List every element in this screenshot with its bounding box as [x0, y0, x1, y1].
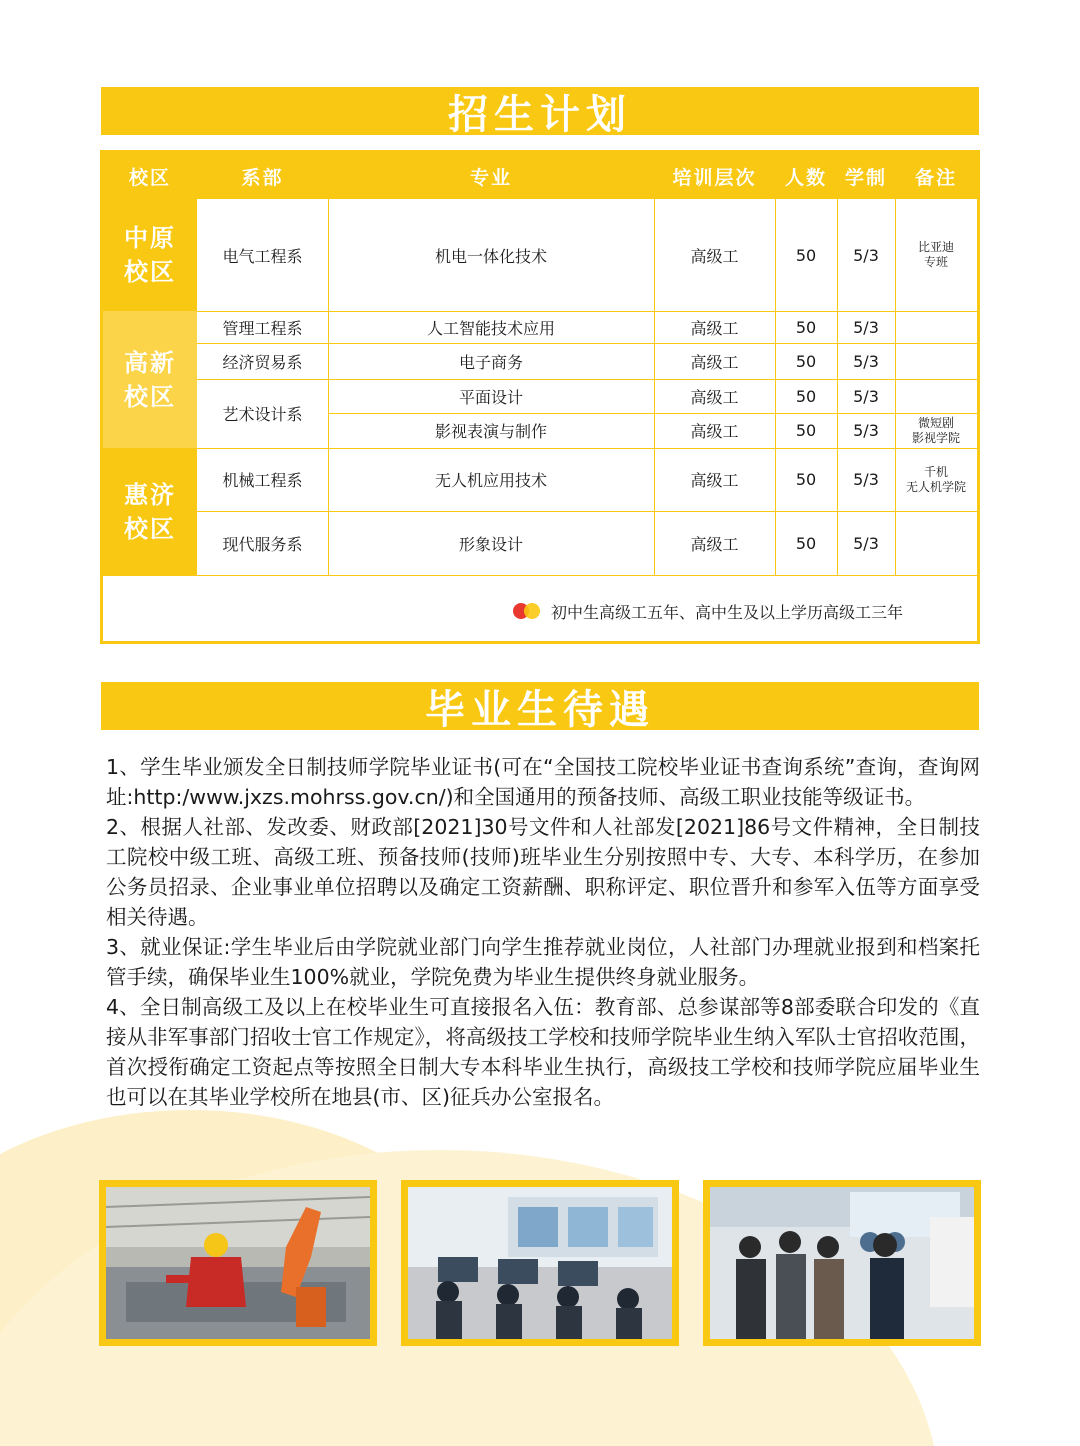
major-cell: 形象设计 [458, 534, 523, 554]
major-cell: 平面设计 [458, 387, 523, 407]
department-cell: 管理工程系 [222, 318, 303, 338]
years-cell: 5/3 [853, 421, 879, 440]
table-footnote: 初中生高级工五年、高中生及以上学历高级工三年 [513, 599, 903, 623]
campus-huiji: 惠济校区 [103, 448, 197, 575]
graduate-benefits-banner [101, 682, 979, 733]
major-cell: 影视表演与制作 [434, 422, 547, 441]
major-cell: 电子商务 [458, 352, 523, 372]
header-note: 备注 [914, 166, 957, 189]
level-cell: 高级工 [690, 246, 739, 266]
major-cell: 无人机应用技术 [434, 471, 547, 490]
level-cell: 高级工 [690, 352, 739, 372]
years-cell: 5/3 [853, 470, 879, 489]
grid-line [775, 199, 776, 575]
header-years: 学制 [844, 166, 887, 189]
header-department: 系部 [241, 166, 284, 189]
grid-line [197, 311, 977, 312]
campus-gaoxin: 高新校区 [103, 311, 197, 448]
grid-line [197, 379, 977, 380]
enrollment-table [100, 150, 980, 644]
photo-strip [99, 1180, 981, 1346]
photo-robot-workshop [99, 1180, 377, 1346]
grid-line [197, 511, 977, 512]
years-cell: 5/3 [853, 245, 879, 265]
level-cell: 高级工 [690, 534, 739, 554]
header-level: 培训层次 [672, 166, 757, 189]
department-cell: 艺术设计系 [222, 405, 303, 424]
department-cell: 机械工程系 [222, 471, 303, 490]
major-cell: 机电一体化技术 [434, 246, 547, 266]
grid-line [328, 199, 329, 575]
note-cell: 千机 无人机学院 [905, 464, 966, 494]
benefit-item: 3、就业保证:学生毕业后由学院就业部门向学生推荐就业岗位，人社部门办理就业报到和档案托管手续，确保毕业生100%就业，学院免费为毕业生提供终身就业服务。 [106, 935, 980, 989]
photo-lab-demonstration [703, 1180, 981, 1346]
enrollment-plan-banner [101, 87, 979, 138]
header-count: 人数 [784, 166, 827, 189]
level-cell: 高级工 [690, 318, 739, 338]
grid-line [197, 343, 977, 344]
benefit-item: 1、学生毕业颁发全日制技师学院毕业证书(可在“全国技工院校毕业证书查询系统”查询，查询网址:http:/www.jxzs.mohrss.gov.cn/)和全国通用的预备技师、高级工职业技能等级证书。 [106, 755, 980, 809]
years-cell: 5/3 [853, 386, 879, 406]
count-cell: 50 [795, 351, 817, 371]
major-cell: 人工智能技术应用 [426, 318, 555, 338]
table-header [103, 153, 977, 199]
grid-line [654, 199, 655, 575]
note-cell: 比亚迪 专班 [917, 240, 954, 269]
count-cell: 50 [795, 386, 817, 406]
level-cell: 高级工 [690, 387, 739, 407]
grid-line [103, 575, 977, 576]
count-cell: 50 [795, 421, 817, 440]
years-cell: 5/3 [853, 533, 879, 553]
years-cell: 5/3 [853, 351, 879, 371]
grid-line [895, 199, 896, 575]
note-cell: 微短剧 影视学院 [911, 415, 960, 445]
department-cell: 现代服务系 [222, 534, 303, 554]
department-cell: 电气工程系 [222, 246, 303, 266]
benefit-item: 2、根据人社部、发改委、财政部[2021]30号文件和人社部发[2021]86号文件精神，全日制技工院校中级工班、高级工班、预备技师(技师)班毕业生分别按照中专、大专、本科学历，在参加公务员招录、企业事业单位招聘以及确定工资薪酬、职称评定、职位晋升和参军入伍等方面享受相关待遇。 [106, 815, 980, 929]
bullet-dots-icon [513, 603, 543, 619]
count-cell: 50 [795, 533, 817, 553]
count-cell: 50 [795, 317, 817, 337]
count-cell: 50 [795, 245, 817, 265]
grid-line [328, 413, 977, 414]
count-cell: 50 [795, 470, 817, 489]
campus-zhongyuan: 中原校区 [103, 199, 197, 311]
benefits-text [106, 752, 980, 1112]
grid-line [197, 448, 977, 449]
department-cell: 经济贸易系 [222, 352, 303, 372]
years-cell: 5/3 [853, 317, 879, 337]
photo-computer-lab [401, 1180, 679, 1346]
level-cell: 高级工 [690, 422, 739, 441]
header-major: 专业 [469, 166, 512, 189]
graduate-benefits-title: 毕业生待遇 [425, 686, 655, 733]
level-cell: 高级工 [690, 471, 739, 490]
enrollment-plan-title: 招生计划 [448, 91, 632, 138]
benefit-item: 4、全日制高级工及以上在校毕业生可直接报名入伍：教育部、总参谋部等8部委联合印发的《直接从非军事部门招收士官工作规定》，将高级技工学校和技师学院毕业生纳入军队士官招收范围，首次授衔确定工资起点等按照全日制大专本科毕业生执行，高级技工学校和技师学院应届毕业生也可以在其毕业学校所在地县(市、区)征兵办公室报名。 [106, 995, 980, 1109]
grid-line [837, 199, 838, 575]
header-campus: 校区 [128, 166, 171, 189]
